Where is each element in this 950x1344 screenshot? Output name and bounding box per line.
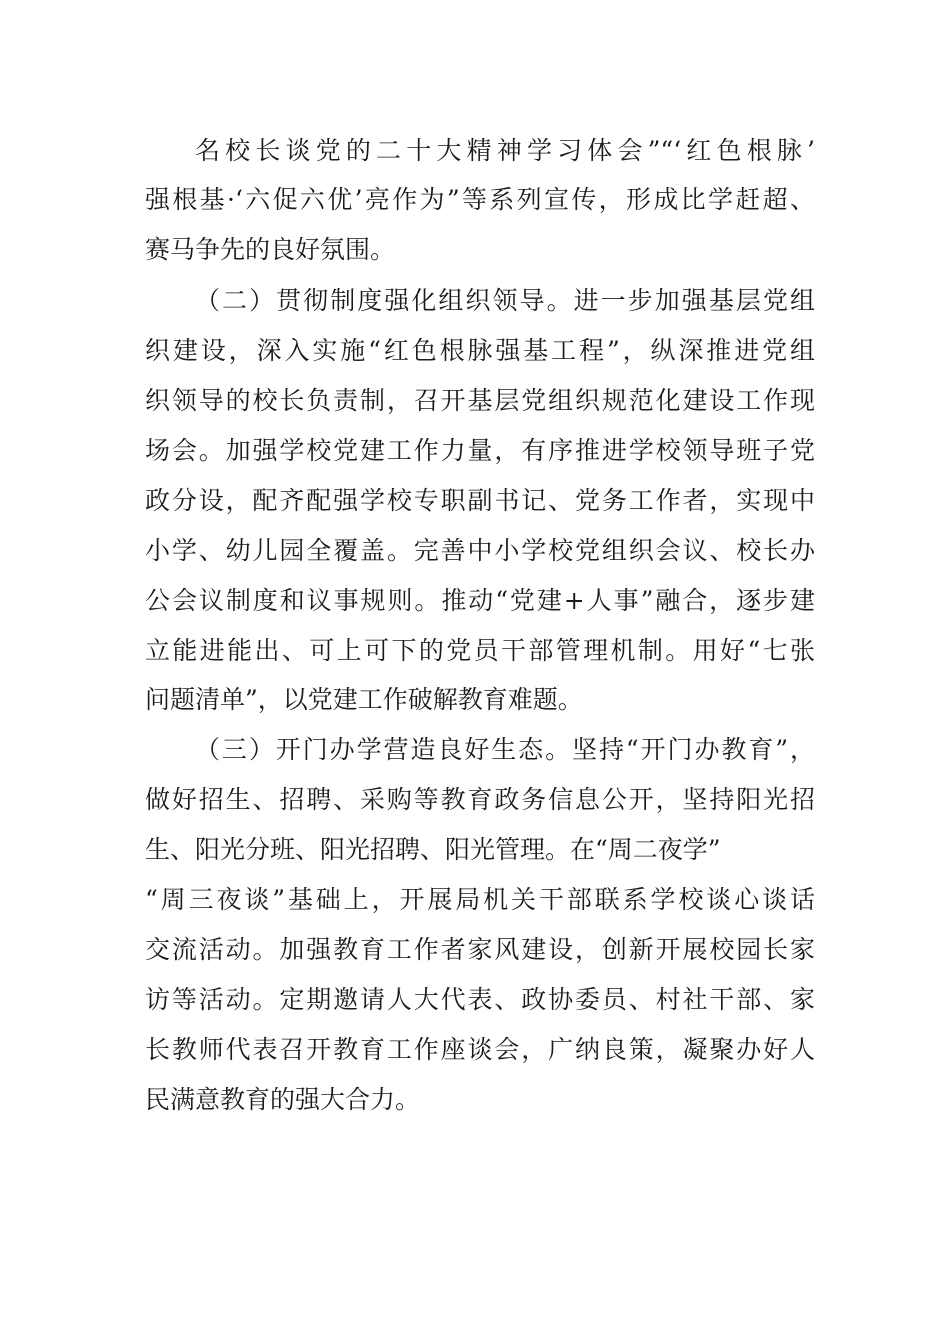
paragraph-line: 名校长谈党的二十大精神学习体会”“‘红色根脉’ (195, 136, 815, 165)
paragraph-line: 公会议制度和议事规则。推动“党建+人事”融合，逐步建 (145, 586, 815, 615)
paragraph-line: 交流活动。加强教育工作者家风建设，创新开展校园长家 (145, 935, 815, 964)
paragraph-line: 场会。加强学校党建工作力量，有序推进学校领导班子党 (145, 436, 815, 465)
section-heading-line: （三）开门办学营造良好生态。坚持“开门办教育”， (195, 735, 815, 764)
paragraph-line: 生、阳光分班、阳光招聘、阳光管理。在“周二夜学” (145, 835, 721, 864)
paragraph-line: 长教师代表召开教育工作座谈会，广纳良策，凝聚办好人 (145, 1035, 815, 1064)
paragraph-line: 小学、幼儿园全覆盖。完善中小学校党组织会议、校长办 (145, 536, 815, 565)
paragraph-line: 赛马争先的良好氛围。 (145, 235, 396, 264)
paragraph-line: 强根基·‘六促六优’亮作为”等系列宣传，形成比学赶超、 (145, 185, 815, 214)
paragraph-line: 织领导的校长负责制，召开基层党组织规范化建设工作现 (145, 386, 815, 415)
paragraph-line: 政分设，配齐配强学校专职副书记、党务工作者，实现中 (145, 486, 815, 515)
paragraph-line: 访等活动。定期邀请人大代表、政协委员、村社干部、家 (145, 985, 815, 1014)
paragraph-line: 织建设，深入实施“红色根脉强基工程”，纵深推进党组 (145, 336, 815, 365)
paragraph-line: “周三夜谈”基础上，开展局机关干部联系学校谈心谈话 (145, 885, 815, 914)
paragraph-line: 民满意教育的强大合力。 (145, 1085, 421, 1114)
paragraph-line: 问题清单”，以党建工作破解教育难题。 (145, 685, 583, 714)
paragraph-line: 做好招生、招聘、采购等教育政务信息公开，坚持阳光招 (145, 785, 815, 814)
section-heading-line: （二）贯彻制度强化组织领导。进一步加强基层党组 (195, 286, 815, 315)
paragraph-line: 立能进能出、可上可下的党员干部管理机制。用好“七张 (145, 636, 815, 665)
